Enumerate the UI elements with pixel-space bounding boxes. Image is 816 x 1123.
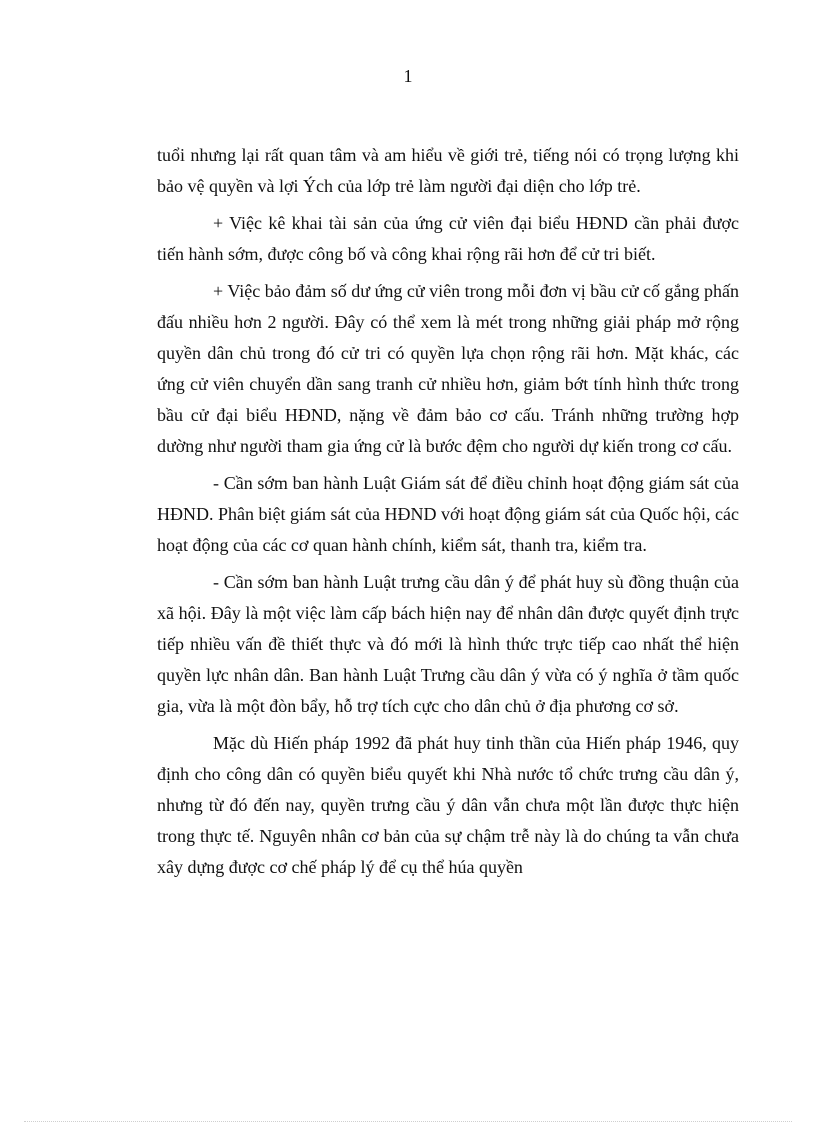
paragraph-referendum-law: - Cần sớm ban hành Luật trưng cầu dân ý để phát huy sù đồng thuận của xã hội. Đây là một việc làm cấp bách hiện nay để nhân dân được quyết định trực tiếp nhiều vấn đề thiết thực và đó mới là hình thức trực tiếp cao nhất thể hiện quyền lực nhân dân. Ban hành Luật Trưng cầu dân ý vừa có ý nghĩa ở tầm quốc gia, vừa là một đòn bẩy, hỗ trợ tích cực cho dân chủ ở địa phương cơ sở. bbox=[157, 572, 739, 716]
page-number: 1 bbox=[403, 66, 413, 86]
paragraph-continuation: tuổi nhưng lại rất quan tâm và am hiểu về giới trẻ, tiếng nói có trọng lượng khi bảo vệ quyền và lợi Ých của lớp trẻ làm người đại diện cho lớp trẻ. bbox=[157, 145, 739, 196]
document-body bbox=[157, 140, 739, 889]
paragraph-candidate-surplus: + Việc bảo đảm số dư ứng cử viên trong mỗi đơn vị bầu cử cố gắng phấn đấu nhiều hơn 2 người. Đây có thể xem là mét trong những giải pháp mở rộng quyền dân chủ trong đó cử tri có quyền lựa chọn rộng rãi hơn. Mặt khác, các ứng cử viên chuyển dần sang tranh cử nhiều hơn, giảm bớt tính hình thức trong bầu cử đại biểu HĐND, nặng về đảm bảo cơ cấu. Tránh những trường hợp dường như người tham gia ứng cử là bước đệm cho người dự kiến trong cơ cấu. bbox=[157, 281, 739, 456]
page-bottom-divider bbox=[24, 1121, 792, 1122]
paragraph-supervision-law: - Cần sớm ban hành Luật Giám sát để điều chỉnh hoạt động giám sát của HĐND. Phân biệt giám sát của HĐND với hoạt động giám sát của Quốc hội, các hoạt động của các cơ quan hành chính, kiểm sát, thanh tra, kiểm tra. bbox=[157, 473, 739, 555]
paragraph-asset-declaration: + Việc kê khai tài sản của ứng cử viên đại biểu HĐND cần phải được tiến hành sớm, được công bố và công khai rộng rãi hơn để cử tri biết. bbox=[157, 213, 739, 264]
paragraph-constitution-1992: Mặc dù Hiến pháp 1992 đã phát huy tinh thần của Hiến pháp 1946, quy định cho công dân có quyền biểu quyết khi Nhà nước tổ chức trưng cầu dân ý, nhưng từ đó đến nay, quyền trưng cầu ý dân vẫn chưa một lần được thực hiện trong thực tế. Nguyên nhân cơ bản của sự chậm trễ này là do chúng ta vẫn chưa xây dựng được cơ chế pháp lý để cụ thể húa quyền bbox=[157, 733, 739, 877]
